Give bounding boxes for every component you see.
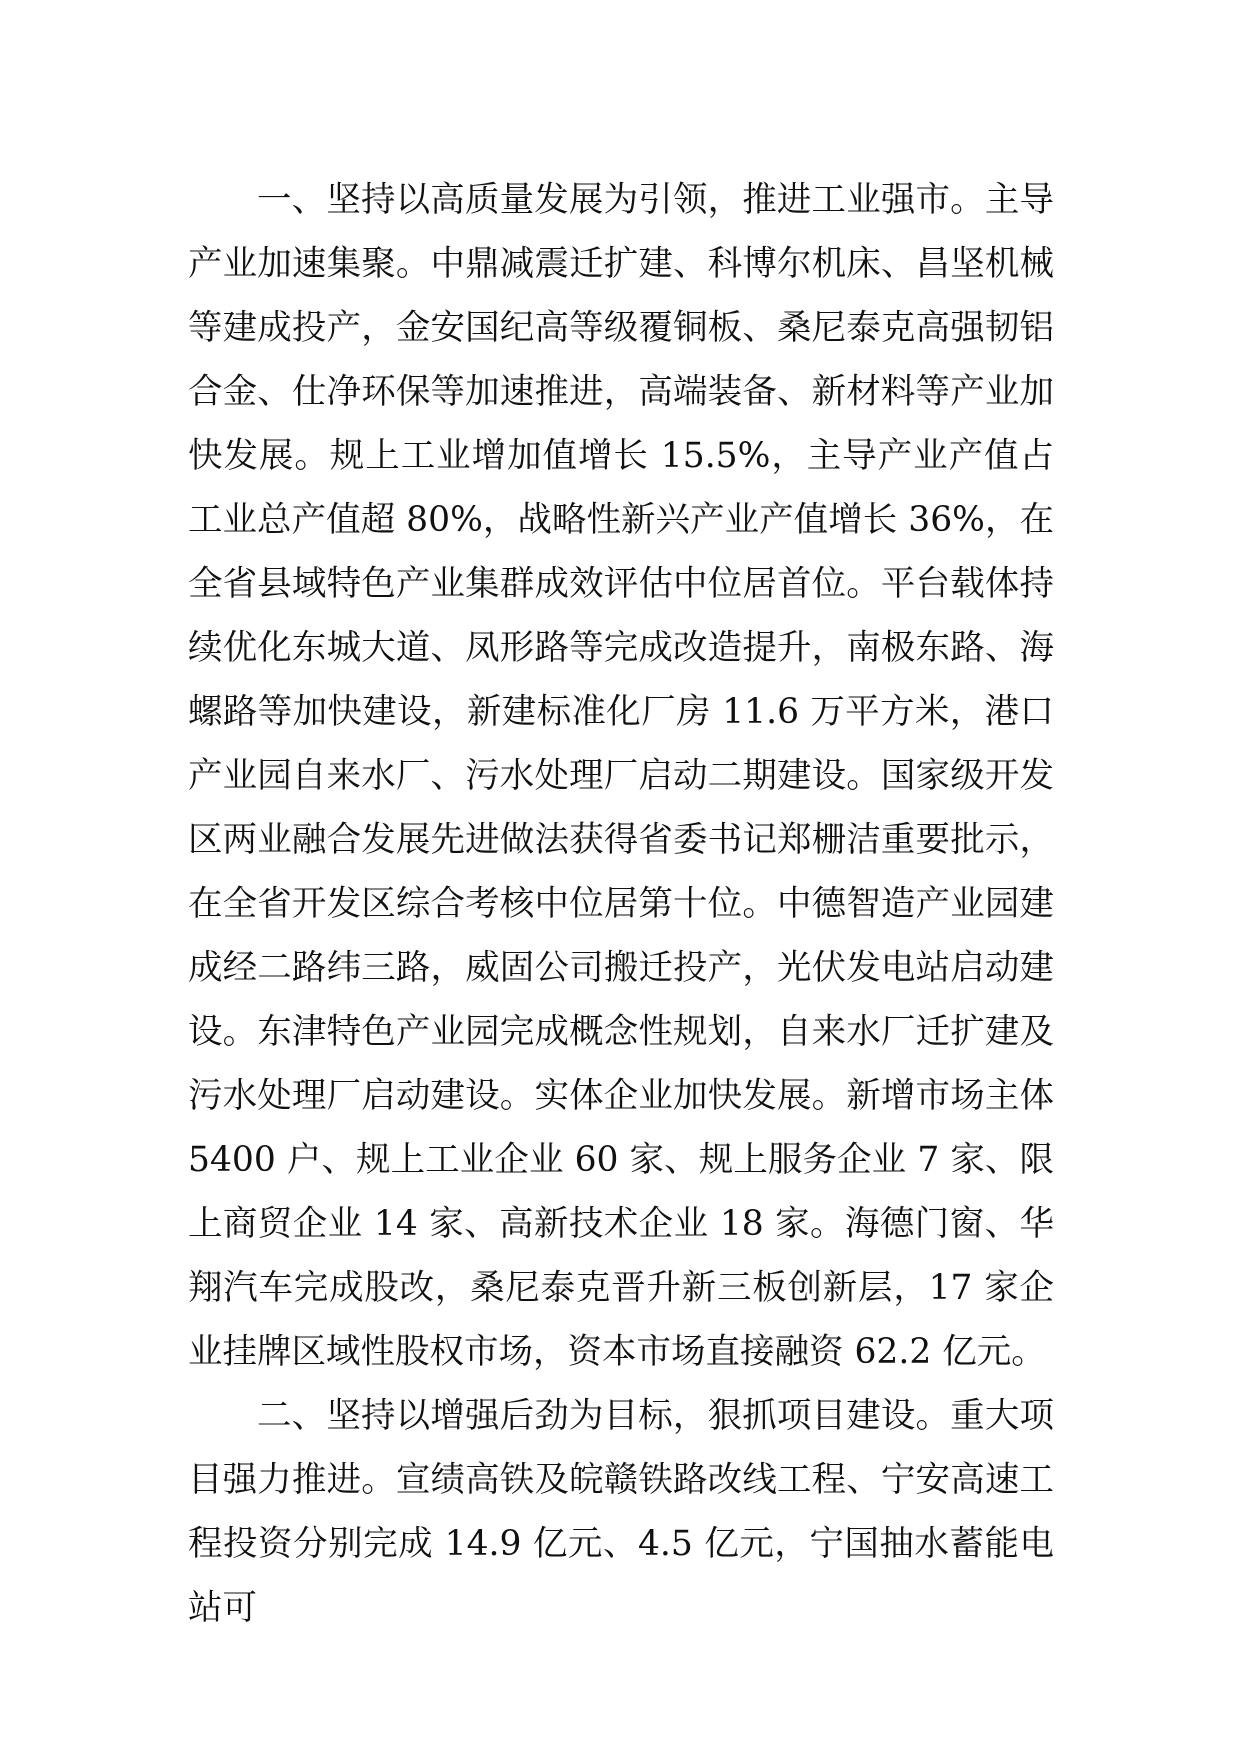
paragraph-projects: 二、坚持以增强后劲为目标，狠抓项目建设。重大项目强力推进。宣绩高铁及皖赣铁路改线工程、宁安高速工程投资分别完成 14.9 亿元、4.5 亿元，宁国抽水蓄能电站可 [188,1396,1054,1628]
document-body [188,168,1054,1640]
paragraph-industry: 一、坚持以高质量发展为引领，推进工业强市。主导产业加速集聚。中鼎减震迁扩建、科博尔机床、昌坚机械等建成投产，金安国纪高等级覆铜板、桑尼泰克高强韧铝合金、仕净环保等加速推进，高端装备、新材料等产业加快发展。规上工业增加值增长 15.5%，主导产业产值占工业总产值超 80%，战略性新兴产业产值增长 36%，在全省县域特色产业集群成效评估中位居首位。平台载体持续优化东城大道、凤形路等完成改造提升，南极东路、海螺路等加快建设，新建标准化厂房 11.6 万平方米，港口产业园自来水厂、污水处理厂启动二期建设。国家级开发区两业融合发展先进做法获得省委书记郑栅洁重要批示，在全省开发区综合考核中位居第十位。中德智造产业园建成经二路纬三路，威固公司搬迁投产，光伏发电站启动建设。东津特色产业园完成概念性规划，自来水厂迁扩建及污水处理厂启动建设。实体企业加快发展。新增市场主体 5400 户、规上工业企业 60 家、规上服务企业 7 家、限上商贸企业 14 家、高新技术企业 18 家。海德门窗、华翔汽车完成股改，桑尼泰克晋升新三板创新层，17 家企业挂牌区域性股权市场，资本市场直接融资 62.2 亿元。 [188,180,1054,1372]
